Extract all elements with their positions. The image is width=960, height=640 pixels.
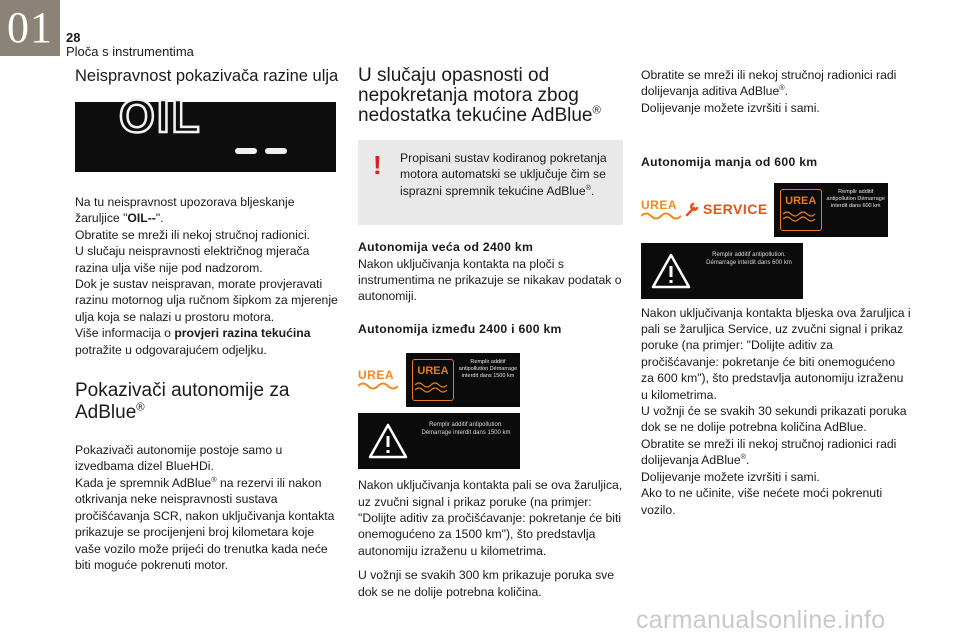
alert-panel-message: Remplir additif antipollution. Démarrage interdit dans 1500 km [421,422,511,437]
paragraph: Dolijevanje možete izvršiti i sami. [641,100,820,115]
warning-triangle-icon [651,253,691,289]
warning-triangle-icon [368,423,408,459]
urea-warning-icon: UREA [358,367,398,393]
alert-panel-message: Remplir additif antipollution. Démarrage interdit dans 600 km [706,251,792,266]
urea-wave-icon [358,381,398,391]
warning-exclamation-icon: ! [373,150,382,180]
paragraph: Dolijevanje možete izvršiti i sami. [641,469,820,484]
wrench-icon [683,201,701,219]
urea-wave-icon [781,209,817,223]
paragraph: Ako to ne učinite, više nećete moći pokrenuti vozilo. [641,486,883,517]
paragraph: Obratite se mreži ili nekoj stručnoj radionici radi dolijevanja AdBlue®. [641,436,897,468]
oil-dash-icon [235,148,257,154]
oil-dash-icon [265,148,287,154]
urea-wave-icon [641,211,681,221]
service-label: SERVICE [703,201,768,218]
column-1 [75,62,340,573]
urea-indicator-row [358,353,623,407]
paragraph: Nakon uključivanja kontakta pali se ova žaruljica, uz zvučni signal i prikaz poruke (na primjer: "Dolijte aditiv za pročišćavanje: pokretanje će biti onemogućeno za 1500 km"), što predstavlja autonomiju izraženu u kilometrima. [358,478,623,558]
paragraph: Obratite se mreži ili nekoj stručnoj radionici. [75,227,311,242]
oil-display-text: OIL [119,90,202,142]
paragraph: Nakon uključivanja kontakta bljeska ova žaruljica i pali se žaruljica Service, uz zvučni signal i prikaz poruke (na primjer: "Dolijte aditiv za pročišćavanje: pokretanje će biti onemogućeno za 600 km"), što predstavlja autonomiju izraženu u kilometrima. [641,305,911,402]
chapter-number: 01 [0,0,60,56]
warning-text: Propisani sustav kodiranog pokretanja motora automatski se uključuje čim se isprazni spremnik tekućine AdBlue®. [400,151,607,198]
urea-panel-message: Remplir additif antipollution Démarrage interdit dans 600 km [826,188,885,209]
subheading-2400-600: Autonomija između 2400 i 600 km [358,321,562,336]
urea-panel-message: Remplir additif antipollution Démarrage interdit dans 1500 km [458,359,518,380]
paragraph: Pokazivači autonomije postoje samo u izvedbama dizel BlueHDi. [75,443,283,474]
urea-wave-icon [413,380,449,394]
heading-oil-gauge-fault: Neispravnost pokazivača razine ulja [75,67,339,85]
paragraph: Na tu neispravnost upozorava bljeskanje žaruljice "OIL--". [75,195,295,226]
paragraph: Dok je sustav neispravan, morate provjeravati razinu motornog ulja ručnom šipkom za mjerenje ulja koja se nalazi u prostoru motora. [75,277,338,324]
urea-badge: UREA [780,189,822,231]
heading-adblue-autonomy: Pokazivači autonomije za AdBlue® [75,380,290,424]
urea-service-icon [641,197,768,223]
oil-warning-display [75,90,336,172]
paragraph: U vožnji će se svakih 30 sekundi prikazati poruka dok se ne dolije potrebna količina AdBlue. [641,404,907,435]
urea-display-panel [406,353,520,407]
warning-note [358,140,623,225]
column-2 [358,62,623,600]
column-3 [641,62,911,518]
watermark: carmanualsonline.info [636,606,886,634]
urea-service-indicator-row [641,183,911,237]
subheading-under-600: Autonomija manja od 600 km [641,155,818,170]
section-title: Ploča s instrumentima [66,44,194,59]
paragraph: Obratite se mreži ili nekoj stručnoj radionici radi dolijevanja aditiva AdBlue®. [641,68,897,99]
alert-display-panel [358,413,520,469]
urea-badge: UREA [412,359,454,401]
urea-warning-icon: UREA [641,197,681,223]
paragraph: U slučaju neispravnosti električnog mjerača razina ulja više nije pod nadzorom. [75,244,310,275]
paragraph: Više informacija o provjeri razina tekućina potražite u odgovarajućem odjeljku. [75,326,311,357]
paragraph: Nakon uključivanja kontakta na ploči s instrumentima ne prikazuje se nikakav podatak o autonomiji. [358,256,622,304]
paragraph: Kada je spremnik AdBlue® na rezervi ili nakon otkrivanja neke neispravnosti sustava pročišćavanja SCR, nakon uključivanja kontakta prikazuje se procijenjeni broj kilometara koje vaše vozilo može prijeći do trenutka kada neće biti moguće pokrenuti motor. [75,474,335,572]
heading-adblue-start-risk: U slučaju opasnosti od nepokretanja motora zbog nedostatka tekućine AdBlue® [358,65,601,126]
alert-display-panel [641,243,803,299]
paragraph: U vožnji se svakih 300 km prikazuje poruka sve dok se ne dolije potrebna količina. [358,568,615,599]
page-number: 28 [66,30,81,45]
subheading-over-2400: Autonomija veća od 2400 km [358,240,534,255]
urea-display-panel [774,183,888,237]
